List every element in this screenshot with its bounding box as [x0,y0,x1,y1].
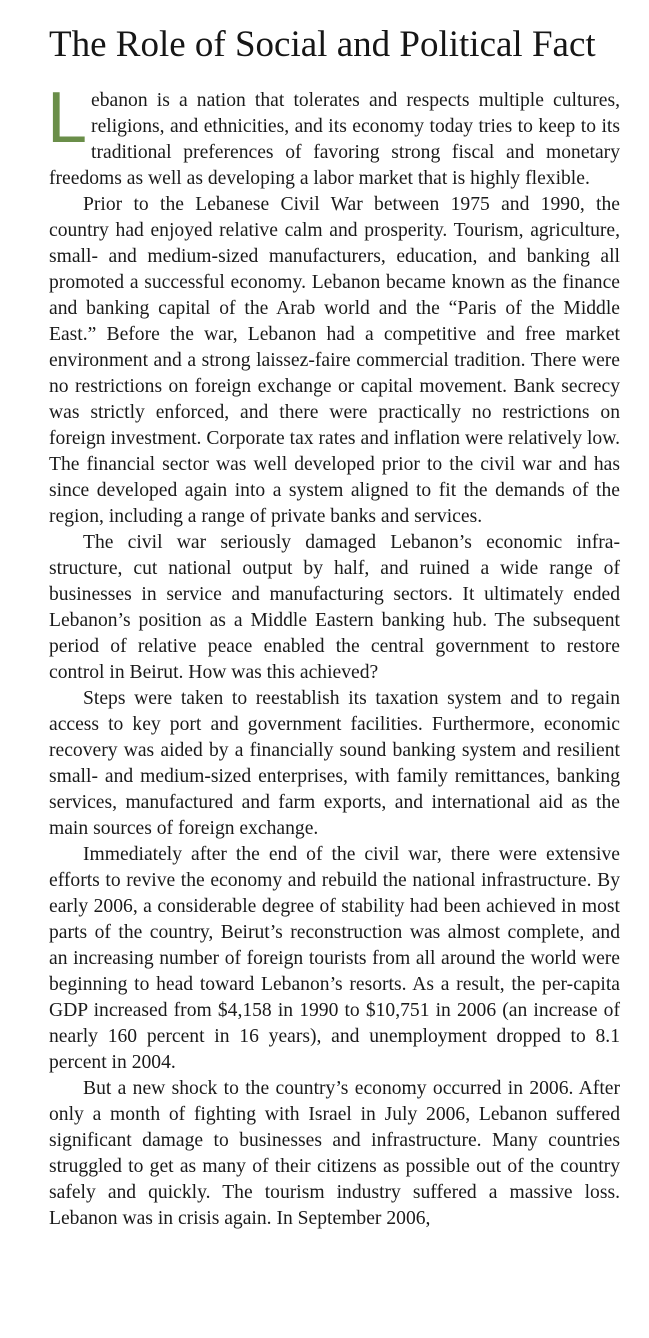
paragraph-6: But a new shock to the country’s economy occurred in 2006. After only a month of fighting with Israel in July 2006, Lebanon suffered significant damage to businesses and infrastructure. Many countries struggled to get as many of their citizens as possible out of the country safely and quickly. The tourism industry suffered a massive loss. Lebanon was in crisis again. In September 2006, [49,1078,620,1229]
paragraph-4: Steps were taken to reestablish its taxation system and to regain access to key port and government facilities. Furthermore, economic recovery was aided by a financially sound banking system and resilient small- and medium-sized enterprises, with family remittances, banking services, manufactured and farm exports, and international aid as the main sources of foreign exchange. [49,688,620,839]
paragraph-1 [47,78,620,192]
section-heading: The Role of Social and Political Fact [49,24,596,65]
drop-cap-letter: L [47,78,88,158]
paragraph-1-text: ebanon is a nation that tolerates and respects multiple cultures, religions, and ethnicities, and its economy today tries to keep to its traditional preferences of favoring strong fiscal and monetary freedoms as well as developing a labor market that is highly flexible. [49,90,620,189]
paragraph-3: The civil war seriously damaged Lebanon’s economic infrastructure, cut national output by half, and ruined a wide range of businesses in service and manufacturing sectors. It ultimately ended Lebanon’s position as a Middle Eastern banking hub. The subsequent period of relative peace enabled the central government to restore control in Beirut. How was this achieved? [49,532,620,683]
paragraph-2: Prior to the Lebanese Civil War between 1975 and 1990, the country had enjoyed relative calm and prosperity. Tourism, agriculture, small- and medium-sized manufacturers, education, and banking all promoted a successful economy. Lebanon became known as the finance and banking capital of the Arab world and the “Paris of the Middle East.” Before the war, Lebanon had a competitive and free market environment and a strong laissez-faire commercial tradition. There were no restrictions on foreign exchange or capital movement. Bank secrecy was strictly enforced, and there were practically no restrictions on foreign investment. Corporate tax rates and inflation were relatively low. The financial sector was well developed prior to the civil war and has since developed again into a system aligned to fit the demands of the region, including a range of private banks and services. [49,194,620,527]
article-body [47,78,620,1232]
paragraph-5: Immediately after the end of the civil war, there were extensive efforts to revive the economy and rebuild the national infrastructure. By early 2006, a considerable degree of stability had been achieved in most parts of the country, Beirut’s reconstruction was almost complete, and an increasing number of foreign tourists from all around the world were beginning to head toward Lebanon’s resorts. As a result, the per-capita GDP increased from $4,158 in 1990 to $10,751 in 2006 (an increase of nearly 160 percent in 16 years), and unemployment dropped to 8.1 percent in 2004. [49,844,620,1073]
